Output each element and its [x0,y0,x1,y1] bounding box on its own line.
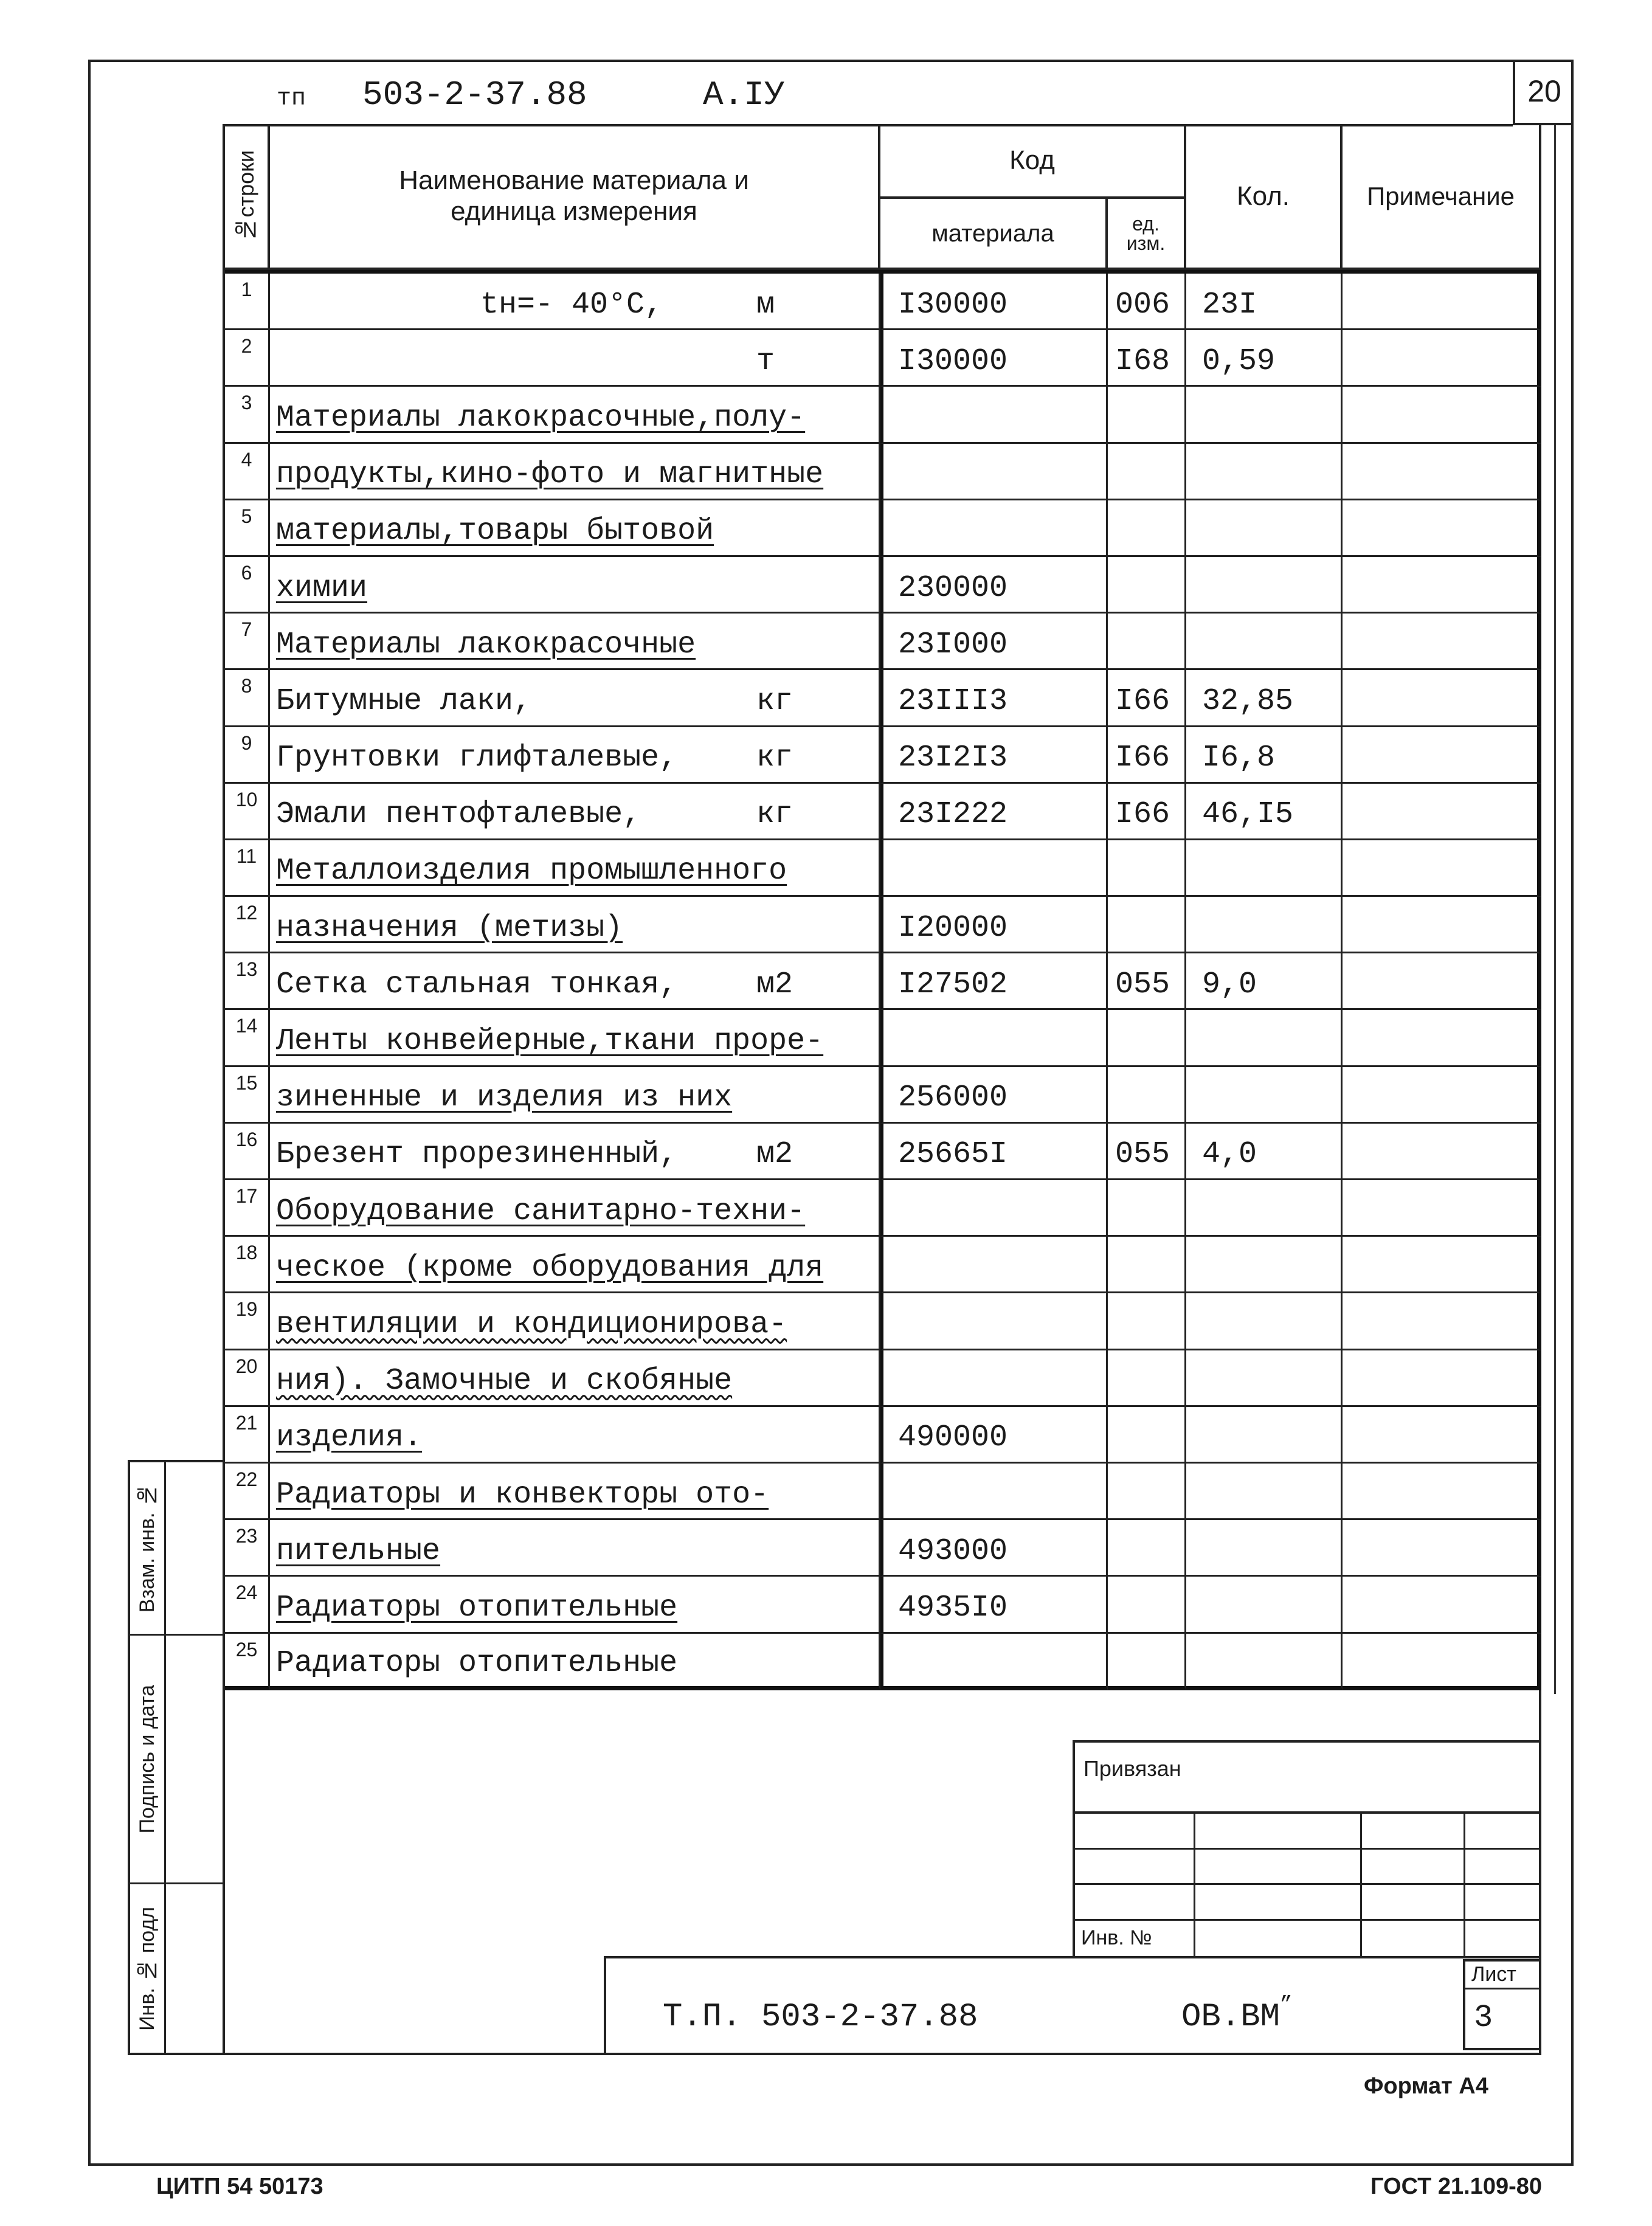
linked-cell [1195,1850,1362,1886]
material-name: tн=- 40°С, [480,287,663,322]
material-name: Сетка стальная тонкая, [276,967,678,1002]
unit-code-cell: 055 [1108,953,1186,1010]
table-row [225,1237,1541,1293]
material-name: материалы,товары бытовой [276,514,714,549]
material-name-cell [270,1124,880,1180]
header-row-number [225,125,270,270]
unit-code-cell [1108,897,1186,953]
quantity-cell [1186,1350,1343,1407]
row-number-cell: 6 [225,557,270,614]
quantity-cell [1186,1010,1343,1066]
table-row [225,557,1541,614]
material-code-cell [880,1350,1108,1407]
unit-code-cell [1108,840,1186,897]
table-row [225,330,1541,387]
linked-cell [1362,1885,1465,1921]
note-cell [1343,387,1541,443]
note-cell [1343,1464,1541,1520]
table-row [225,670,1541,727]
linked-cell [1075,1814,1195,1850]
material-name-cell [270,1010,880,1066]
material-name: Радиаторы отопительные [276,1590,678,1625]
linked-cell [1465,1921,1541,1957]
material-name: назначения (метизы) [276,910,623,945]
note-cell [1343,1577,1541,1633]
quantity-cell [1186,1577,1343,1633]
row-number-cell: 25 [225,1634,270,1690]
table-row [225,953,1541,1010]
unit-code-cell [1108,1634,1186,1690]
paper-format: Формат А4 [1364,2073,1488,2099]
material-name: Ленты конвейерные,ткани проре- [276,1024,824,1059]
material-name-cell [270,840,880,897]
note-cell [1343,444,1541,500]
linked-cell [1362,1814,1465,1850]
header-quantity: Кол. [1186,125,1343,270]
quantity-cell [1186,614,1343,670]
material-name-cell [270,274,880,330]
material-code-cell: 23I222 [880,784,1108,840]
table-row [225,444,1541,500]
unit-of-measure: кг [756,683,793,719]
unit-code-cell [1108,1067,1186,1124]
row-number-cell: 14 [225,1010,270,1066]
material-code-cell: 23III3 [880,670,1108,727]
header-code-unit [1108,199,1186,270]
material-name: изделия. [276,1420,423,1456]
note-cell [1343,1237,1541,1293]
row-number-cell: 21 [225,1407,270,1464]
table-row [225,784,1541,840]
material-name-cell [270,953,880,1010]
quantity-cell: 23I [1186,274,1343,330]
unit-code-cell [1108,1464,1186,1520]
quantity-cell [1186,840,1343,897]
material-name: Битумные лаки, [276,683,532,719]
linked-cell [1195,1885,1362,1921]
row-number-cell: 19 [225,1293,270,1350]
material-name: продукты,кино-фото и магнитные [276,457,824,493]
sheet-box [1463,1959,1541,2050]
row-number-cell: 20 [225,1350,270,1407]
quantity-cell [1186,1634,1343,1690]
material-name: вентиляции и кондиционирова- [276,1307,787,1342]
material-name: Радиаторы отопительные [276,1646,678,1681]
stamp-original-inv: Инв. № подл [135,1906,159,2031]
row-number-cell: 7 [225,614,270,670]
page-number: 20 [1513,60,1574,125]
main-title-block [604,1956,1541,2055]
note-cell [1343,614,1541,670]
table-row [225,614,1541,670]
document-code-text: ОВ.ВМ [1181,1999,1280,2036]
material-name: пительные [276,1533,441,1569]
material-name-cell [270,727,880,784]
header-name-line1: Наименование материала и [399,165,749,196]
material-code-cell: 230000 [880,557,1108,614]
quantity-cell: 9,0 [1186,953,1343,1010]
material-name-cell [270,897,880,953]
material-name-cell [270,1464,880,1520]
row-number-cell: 13 [225,953,270,1010]
unit-code-cell [1108,1350,1186,1407]
unit-of-measure: т [756,344,775,379]
material-name-cell [270,670,880,727]
note-cell [1343,840,1541,897]
header-material-name [270,125,880,270]
quantity-cell [1186,444,1343,500]
note-cell [1343,330,1541,387]
material-name-cell [270,387,880,443]
header-project-code: 503-2-37.88 [362,75,587,114]
material-code-cell [880,1634,1108,1690]
unit-code-cell [1108,1237,1186,1293]
material-code-cell: 256000 [880,1067,1108,1124]
material-code-cell [880,1237,1108,1293]
material-name: Брезент прорезиненный, [276,1137,678,1172]
material-code-cell: I20000 [880,897,1108,953]
quantity-cell [1186,500,1343,557]
quantity-cell [1186,897,1343,953]
note-cell [1343,1010,1541,1066]
unit-code-cell [1108,500,1186,557]
linked-cell [1362,1921,1465,1957]
side-stamp [128,1460,225,2055]
material-code-cell [880,444,1108,500]
stamp-original-inv-cell [130,1884,166,2053]
header-name-line2: единица измерения [451,196,697,226]
unit-code-cell: I68 [1108,330,1186,387]
unit-code-cell [1108,1010,1186,1066]
row-number-cell: 11 [225,840,270,897]
linked-cell [1195,1921,1362,1957]
table-row [225,1407,1541,1464]
row-number-cell: 23 [225,1520,270,1577]
header-code: Код [880,125,1186,199]
material-name-cell [270,1293,880,1350]
material-code-cell: I30000 [880,330,1108,387]
row-number-cell: 15 [225,1067,270,1124]
material-code-cell: I30000 [880,274,1108,330]
stamp-original-inv-value [166,1884,223,2053]
table-row [225,274,1541,330]
material-name: ческое (кроме оборудования для [276,1250,824,1285]
row-number-cell: 8 [225,670,270,727]
linked-cell [1075,1885,1195,1921]
material-name: Материалы лакокрасочные [276,627,696,662]
header-row-number-label: №строки [233,150,259,243]
row-number-cell: 1 [225,274,270,330]
row-number-cell: 2 [225,330,270,387]
quantity-cell [1186,1293,1343,1350]
linked-label: Привязан [1075,1743,1541,1814]
unit-code-cell [1108,387,1186,443]
materials-table [223,125,1541,1690]
header-unit-line1: ед. [1132,212,1160,235]
material-name-cell [270,1237,880,1293]
table-row [225,387,1541,443]
material-name-cell [270,1350,880,1407]
material-code-cell [880,500,1108,557]
material-name: Материалы лакокрасочные,полу- [276,400,806,435]
note-cell [1343,1180,1541,1237]
stamp-replaced-inv-value [166,1462,223,1636]
quantity-cell [1186,1067,1343,1124]
material-name-cell [270,500,880,557]
header-code-material: материала [880,199,1108,270]
material-code-cell: 490000 [880,1407,1108,1464]
note-cell [1343,1293,1541,1350]
header-album: А.IУ [703,75,785,114]
table-row [225,1067,1541,1124]
note-cell [1343,500,1541,557]
quantity-cell: 32,85 [1186,670,1343,727]
material-code-cell: 493000 [880,1520,1108,1577]
row-number-cell: 3 [225,387,270,443]
material-name: Металлоизделия промышленного [276,854,787,889]
material-code-cell: 23I2I3 [880,727,1108,784]
material-code-cell: I27502 [880,953,1108,1010]
quantity-cell: I6,8 [1186,727,1343,784]
row-number-cell: 5 [225,500,270,557]
publisher-code: ЦИТП 54 50173 [156,2174,323,2199]
unit-code-cell [1108,1520,1186,1577]
material-code-cell [880,840,1108,897]
unit-code-cell [1108,1577,1186,1633]
linked-cell [1362,1850,1465,1886]
table-row [225,1180,1541,1237]
material-name: зиненные и изделия из них [276,1080,733,1116]
unit-of-measure: м [756,287,775,322]
row-number-cell: 22 [225,1464,270,1520]
material-name-cell [270,614,880,670]
table-row [225,1124,1541,1180]
unit-code-cell: I66 [1108,727,1186,784]
quantity-cell [1186,1407,1343,1464]
unit-of-measure: м2 [756,967,793,1002]
unit-of-measure: кг [756,797,793,832]
material-code-cell: 4935I0 [880,1577,1108,1633]
note-cell [1343,274,1541,330]
table-row [225,1293,1541,1350]
table-header [225,125,1541,270]
table-row [225,897,1541,953]
sheet-label: Лист [1465,1962,1541,1989]
sheet-number: 3 [1474,1999,1493,2036]
material-name-cell [270,444,880,500]
material-name: ния). Замочные и скобяные [276,1364,733,1399]
table-row [225,1577,1541,1633]
quantity-cell: 46,I5 [1186,784,1343,840]
unit-code-cell: 055 [1108,1124,1186,1180]
unit-code-cell [1108,1180,1186,1237]
linked-block [1073,1740,1541,1956]
material-code-cell: 25665I [880,1124,1108,1180]
linked-grid [1075,1814,1541,1956]
note-cell [1343,727,1541,784]
unit-code-cell [1108,557,1186,614]
linked-cell [1465,1885,1541,1921]
quantity-cell [1186,1520,1343,1577]
quantity-cell [1186,1464,1343,1520]
stamp-replaced-inv: Взам. инв. № [135,1483,159,1613]
material-name-cell [270,557,880,614]
material-name: химии [276,570,368,606]
quantity-cell: 0,59 [1186,330,1343,387]
table-row [225,1634,1541,1690]
material-name: Эмали пентофталевые, [276,797,641,832]
unit-code-cell [1108,614,1186,670]
frame-inner-line [1554,125,1556,1694]
material-name: Грунтовки глифталевые, [276,741,678,776]
linked-cell [1465,1814,1541,1850]
table-row [225,500,1541,557]
header-unit-line2: изм. [1126,232,1166,254]
unit-code-cell [1108,444,1186,500]
table-row [225,1010,1541,1066]
material-name-cell [270,330,880,387]
stamp-signature-date: Подпись и дата [135,1684,159,1834]
material-code-cell [880,1180,1108,1237]
stamp-replaced-inv-cell [130,1462,166,1636]
stamp-signature-date-value [166,1636,223,1884]
material-name-cell [270,1407,880,1464]
linked-cell [1075,1850,1195,1886]
table-row [225,840,1541,897]
quantity-cell [1186,557,1343,614]
material-name: Оборудование санитарно-техни- [276,1194,806,1229]
table-body [225,270,1541,1690]
material-name-cell [270,1180,880,1237]
note-cell [1343,953,1541,1010]
unit-code-cell: 006 [1108,274,1186,330]
document-designation: Т.П. 503-2-37.88 [663,1999,978,2036]
material-code-cell: 23I000 [880,614,1108,670]
note-cell [1343,1350,1541,1407]
unit-code-cell [1108,1293,1186,1350]
note-cell [1343,1520,1541,1577]
unit-of-measure: кг [756,741,793,776]
note-cell [1343,1067,1541,1124]
row-number-cell: 17 [225,1180,270,1237]
row-number-cell: 10 [225,784,270,840]
row-number-cell: 4 [225,444,270,500]
material-name: Радиаторы и конвекторы ото- [276,1477,769,1512]
note-cell [1343,557,1541,614]
linked-cell [1465,1850,1541,1886]
header-note: Примечание [1343,125,1541,270]
quantity-cell [1186,387,1343,443]
quantity-cell: 4,0 [1186,1124,1343,1180]
row-number-cell: 24 [225,1577,270,1633]
material-name-cell [270,1634,880,1690]
material-code-cell [880,1010,1108,1066]
material-code-cell [880,1293,1108,1350]
material-code-cell [880,1464,1108,1520]
quantity-cell [1186,1237,1343,1293]
note-cell [1343,897,1541,953]
document-code [1181,1994,1293,2036]
document-code-mark: ” [1280,1994,1293,2017]
material-name-cell [270,784,880,840]
table-row [225,1464,1541,1520]
material-name-cell [270,1577,880,1633]
unit-code-cell: I66 [1108,784,1186,840]
unit-code-cell [1108,1407,1186,1464]
table-row [225,727,1541,784]
header-prefix: тп [277,85,306,112]
material-name-cell [270,1520,880,1577]
note-cell [1343,1407,1541,1464]
note-cell [1343,1124,1541,1180]
note-cell [1343,784,1541,840]
row-number-cell: 18 [225,1237,270,1293]
linked-cell [1195,1814,1362,1850]
row-number-cell: 16 [225,1124,270,1180]
table-row [225,1350,1541,1407]
unit-of-measure: м2 [756,1137,793,1172]
table-row [225,1520,1541,1577]
quantity-cell [1186,1180,1343,1237]
note-cell [1343,1634,1541,1690]
material-name-cell [270,1067,880,1124]
material-code-cell [880,387,1108,443]
note-cell [1343,670,1541,727]
row-number-cell: 9 [225,727,270,784]
unit-code-cell: I66 [1108,670,1186,727]
standard-reference: ГОСТ 21.109-80 [1370,2174,1543,2199]
inventory-number-label: Инв. № [1075,1921,1195,1957]
stamp-signature-date-cell [130,1636,166,1884]
row-number-cell: 12 [225,897,270,953]
